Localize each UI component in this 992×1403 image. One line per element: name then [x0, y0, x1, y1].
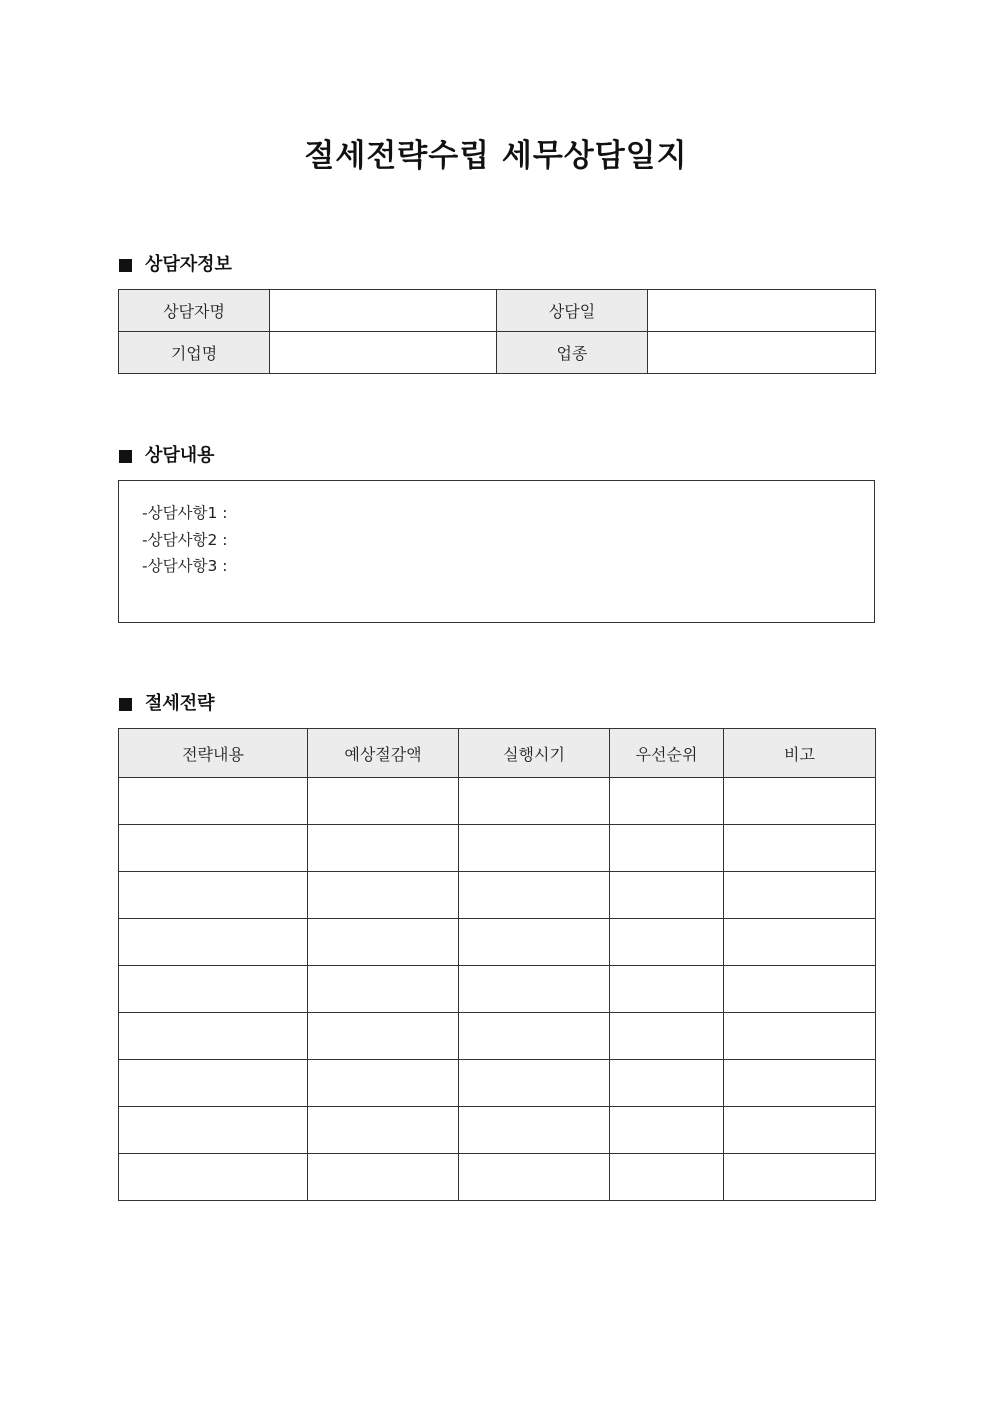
table-cell[interactable]	[308, 1154, 459, 1201]
table-cell[interactable]	[724, 1154, 876, 1201]
table-row	[119, 1013, 876, 1060]
table-cell[interactable]	[308, 825, 459, 872]
col-header-expected-savings: 예상절감액	[308, 729, 459, 778]
table-cell[interactable]	[119, 1154, 308, 1201]
consultation-item-2: -상담사항2 :	[142, 530, 228, 549]
table-row	[119, 825, 876, 872]
client-name-field[interactable]	[270, 290, 497, 332]
table-cell[interactable]	[724, 966, 876, 1013]
section-heading-label: 상담자정보	[145, 254, 232, 275]
table-cell[interactable]	[119, 966, 308, 1013]
industry-field[interactable]	[648, 332, 876, 374]
col-header-notes: 비고	[724, 729, 876, 778]
table-cell[interactable]	[119, 872, 308, 919]
col-header-timing: 실행시기	[459, 729, 610, 778]
table-cell[interactable]	[724, 872, 876, 919]
table-cell[interactable]	[308, 1013, 459, 1060]
table-row	[119, 919, 876, 966]
table-cell[interactable]	[724, 1107, 876, 1154]
square-bullet-icon	[119, 698, 132, 711]
table-cell[interactable]	[308, 919, 459, 966]
table-cell[interactable]	[610, 778, 724, 825]
col-header-strategy: 전략내용	[119, 729, 308, 778]
table-cell[interactable]	[724, 778, 876, 825]
table-cell[interactable]	[459, 778, 610, 825]
table-cell[interactable]	[610, 1107, 724, 1154]
table-cell[interactable]	[459, 1107, 610, 1154]
table-row	[119, 778, 876, 825]
table-cell[interactable]	[610, 1154, 724, 1201]
section-heading-label: 절세전략	[145, 693, 215, 714]
table-cell[interactable]	[459, 1013, 610, 1060]
table-row	[119, 290, 876, 332]
table-cell[interactable]	[459, 966, 610, 1013]
table-row	[119, 966, 876, 1013]
col-header-priority: 우선순위	[610, 729, 724, 778]
table-header-row	[119, 729, 876, 778]
table-cell[interactable]	[610, 919, 724, 966]
table-cell[interactable]	[308, 966, 459, 1013]
section-heading-client	[119, 253, 232, 277]
strategy-table	[118, 728, 876, 1201]
table-row	[119, 872, 876, 919]
table-row	[119, 332, 876, 374]
table-row	[119, 1060, 876, 1107]
table-cell[interactable]	[459, 872, 610, 919]
client-info-table	[118, 289, 876, 374]
table-cell[interactable]	[610, 825, 724, 872]
table-cell[interactable]	[724, 1013, 876, 1060]
table-cell[interactable]	[724, 919, 876, 966]
table-cell[interactable]	[724, 825, 876, 872]
table-cell[interactable]	[610, 966, 724, 1013]
table-cell[interactable]	[308, 1107, 459, 1154]
table-row	[119, 1154, 876, 1201]
table-cell[interactable]	[119, 778, 308, 825]
company-name-label: 기업명	[119, 332, 270, 374]
section-heading-consultation	[119, 444, 215, 468]
table-cell[interactable]	[119, 1107, 308, 1154]
table-cell[interactable]	[459, 1060, 610, 1107]
table-cell[interactable]	[119, 1060, 308, 1107]
table-cell[interactable]	[459, 919, 610, 966]
table-cell[interactable]	[724, 1060, 876, 1107]
consult-date-field[interactable]	[648, 290, 876, 332]
section-heading-label: 상담내용	[145, 445, 215, 466]
table-cell[interactable]	[308, 1060, 459, 1107]
consultation-item-3: -상담사항3 :	[142, 557, 228, 575]
company-name-field[interactable]	[270, 332, 497, 374]
table-cell[interactable]	[119, 919, 308, 966]
square-bullet-icon	[119, 259, 132, 272]
consultation-content-box[interactable]	[118, 480, 875, 623]
table-cell[interactable]	[610, 1013, 724, 1060]
square-bullet-icon	[119, 450, 132, 463]
table-row	[119, 1107, 876, 1154]
table-cell[interactable]	[119, 825, 308, 872]
table-cell[interactable]	[308, 872, 459, 919]
page-title: 절세전략수립 세무상담일지	[304, 138, 688, 174]
section-heading-strategy	[119, 692, 215, 716]
table-cell[interactable]	[459, 825, 610, 872]
table-cell[interactable]	[459, 1154, 610, 1201]
consult-date-label: 상담일	[497, 290, 648, 332]
client-name-label: 상담자명	[119, 290, 270, 332]
table-cell[interactable]	[610, 1060, 724, 1107]
table-cell[interactable]	[119, 1013, 308, 1060]
table-cell[interactable]	[308, 778, 459, 825]
consultation-item-1: -상담사항1 :	[142, 504, 228, 522]
industry-label: 업종	[497, 332, 648, 374]
table-cell[interactable]	[610, 872, 724, 919]
